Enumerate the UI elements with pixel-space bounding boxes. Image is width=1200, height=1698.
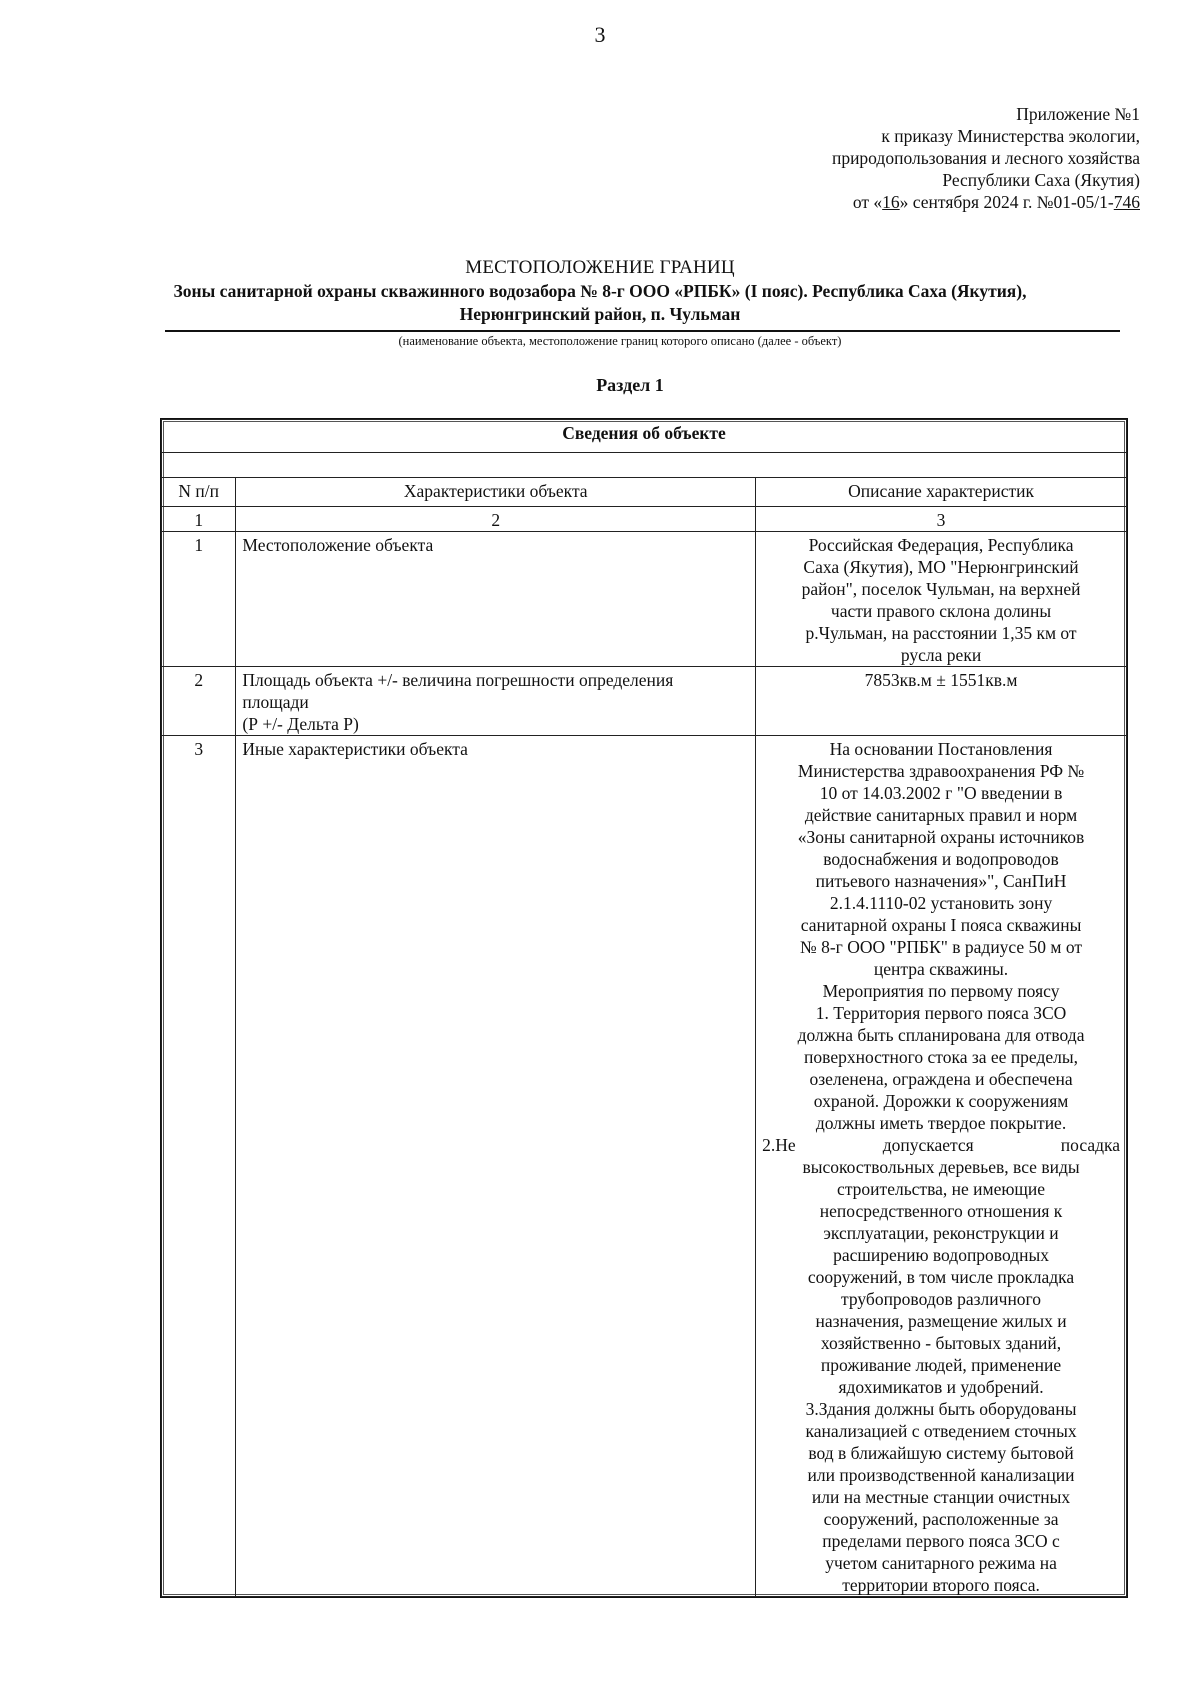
description-line: или производственной канализации [807, 1465, 1075, 1485]
header-cell-characteristic: Характеристики объекта [236, 478, 756, 507]
description-line: водоснабжения и водопроводов [823, 849, 1059, 869]
description-line: или на местные станции очистных [811, 1487, 1071, 1507]
description-line: трубопроводов различного [841, 1289, 1042, 1309]
description-line: действие санитарных правил и норм [804, 805, 1078, 825]
header-cell-number: N п/п [162, 478, 236, 507]
row-characteristic: Иные характеристики объекта [236, 736, 756, 1597]
table-empty-row [162, 453, 1127, 478]
description-line: 7853кв.м ± 1551кв.м [864, 670, 1018, 690]
row-number: 3 [162, 736, 236, 1597]
appendix-line: Приложение №1 [1016, 104, 1140, 124]
object-info-table [161, 419, 1127, 1597]
description-line: Российская Федерация, Республика [808, 535, 1074, 555]
description-line: № 8-г ООО "РПБК" в радиусе 50 м от [800, 937, 1083, 957]
column-number-cell: 2 [236, 507, 756, 532]
description-line: части правого склона долины [830, 601, 1052, 621]
column-number-cell: 3 [756, 507, 1127, 532]
description-line: канализацией с отведением сточных [805, 1421, 1077, 1441]
appendix-order-date [540, 191, 1140, 213]
description-line: хозяйственно - бытовых зданий, [820, 1333, 1062, 1353]
row-characteristic [236, 667, 756, 736]
description-line: назначения, размещение жилых и [815, 1311, 1067, 1331]
table-caption: Сведения об объекте [162, 420, 1127, 453]
description-line: район", поселок Чульман, на верхней [801, 579, 1081, 599]
object-underline [165, 330, 1120, 332]
characteristic-line: (Р +/- Дельта Р) [242, 714, 359, 734]
description-line: территории второго пояса. [842, 1575, 1040, 1595]
description-line: проживание людей, применение [820, 1355, 1062, 1375]
description-line: ядохимикатов и удобрений. [838, 1377, 1044, 1397]
order-date-prefix: от « [852, 192, 883, 212]
description-line: 2.1.4.1110-02 установить зону [829, 893, 1053, 913]
appendix-line: к приказу Министерства экологии, [881, 126, 1140, 146]
row-description [756, 736, 1127, 1597]
row-number: 1 [162, 532, 236, 667]
table-header-row [162, 478, 1127, 507]
description-line: 10 от 14.03.2002 г "О введении в [819, 783, 1063, 803]
description-line: учетом санитарного режима на [825, 1553, 1057, 1573]
order-number: 746 [1113, 192, 1140, 212]
description-line: должна быть спланирована для отвода [797, 1025, 1085, 1045]
document-title: МЕСТОПОЛОЖЕНИЕ ГРАНИЦ [465, 257, 735, 278]
appendix-line: Республики Саха (Якутия) [942, 170, 1140, 190]
description-line: высокоствольных деревьев, все виды [802, 1157, 1080, 1177]
object-info-table-frame [160, 418, 1128, 1598]
document-subtitle-line1: Зоны санитарной охраны скважинного водозабора № 8-г ООО «РПБК» (I пояс). Республика Саха (Якутия), [173, 281, 1027, 301]
table-row [162, 532, 1127, 667]
description-line: Мероприятия по первому поясу [822, 981, 1060, 1001]
document-heading [0, 256, 1200, 326]
description-line: сооружений, в том числе прокладка [807, 1267, 1075, 1287]
description-line: Саха (Якутия), МО "Нерюнгринский [803, 557, 1079, 577]
characteristic-line: площади [242, 692, 309, 712]
description-line: питьевого назначения»", СанПиН [815, 871, 1067, 891]
description-line: 2.Не допускается посадка [762, 1135, 1120, 1155]
row-description [756, 532, 1127, 667]
description-line: центра скважины. [873, 959, 1009, 979]
order-date-mid: » сентября 2024 г. №01-05/1- [899, 192, 1114, 212]
section-title: Раздел 1 [596, 375, 664, 395]
description-line: санитарной охраны I пояса скважины [800, 915, 1082, 935]
table-row [162, 667, 1127, 736]
header-cell-description: Описание характеристик [756, 478, 1127, 507]
document-subtitle-line2: Нерюнгринский район, п. Чульман [459, 304, 741, 324]
appendix-block [540, 103, 1140, 213]
description-line: эксплуатации, реконструкции и [823, 1223, 1059, 1243]
description-line: 1. Территория первого пояса ЗСО [815, 1003, 1067, 1023]
description-line: На основании Постановления [829, 739, 1053, 759]
description-line: озеленена, ограждена и обеспечена [809, 1069, 1073, 1089]
characteristic-line: Площадь объекта +/- величина погрешности определения [242, 670, 674, 690]
order-day: 16 [882, 192, 900, 212]
description-line: расширению водопроводных [833, 1245, 1049, 1265]
object-caption: (наименование объекта, местоположение границ которого описано (далее - объект) [398, 334, 842, 348]
description-line: должны иметь твердое покрытие. [815, 1113, 1067, 1133]
description-line: сооружений, расположенные за [823, 1509, 1059, 1529]
appendix-line: природопользования и лесного хозяйства [831, 148, 1140, 168]
description-line: Министерства здравоохранения РФ № [797, 761, 1085, 781]
description-line: охраной. Дорожки к сооружениям [813, 1091, 1069, 1111]
table-caption-row [162, 420, 1127, 453]
row-characteristic: Местоположение объекта [236, 532, 756, 667]
description-line: 3.Здания должны быть оборудованы [805, 1399, 1077, 1419]
table-empty-cell [162, 453, 1127, 478]
description-line: пределами первого пояса ЗСО с [822, 1531, 1060, 1551]
description-line: вод в ближайшую систему бытовой [808, 1443, 1074, 1463]
row-number: 2 [162, 667, 236, 736]
page-number: 3 [594, 22, 606, 47]
description-line: поверхностного стока за ее пределы, [804, 1047, 1079, 1067]
description-line: «Зоны санитарной охраны источников [797, 827, 1085, 847]
table-row [162, 736, 1127, 1597]
description-line: строительства, не имеющие [837, 1179, 1046, 1199]
description-line: непосредственного отношения к [819, 1201, 1063, 1221]
row-description [756, 667, 1127, 736]
column-number-cell: 1 [162, 507, 236, 532]
description-line: р.Чульман, на расстоянии 1,35 км от [805, 623, 1077, 643]
description-line: русла реки [900, 645, 982, 665]
table-column-number-row [162, 507, 1127, 532]
